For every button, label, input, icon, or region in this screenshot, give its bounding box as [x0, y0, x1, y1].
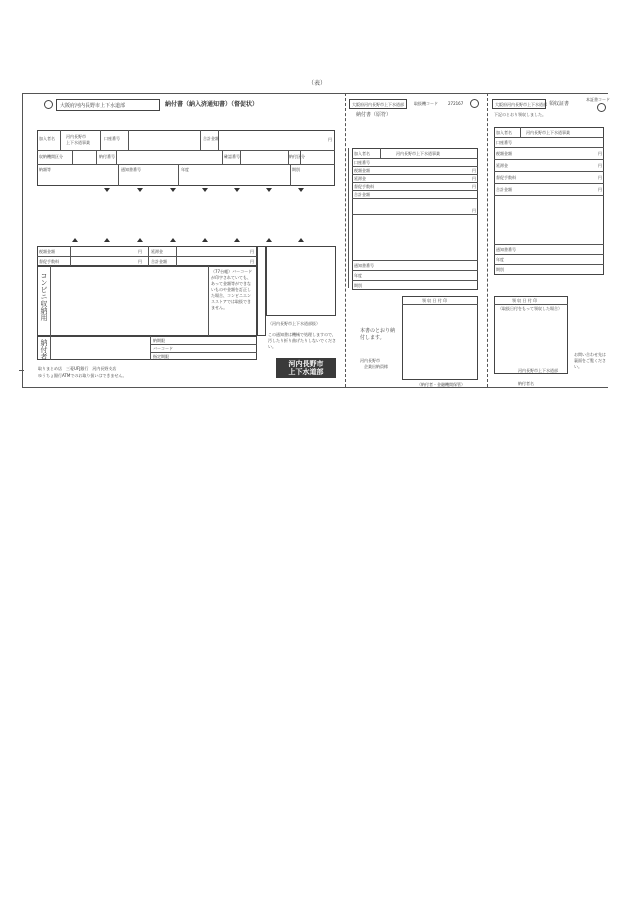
right-subtitle: 下記のとおり領収しました。 — [494, 112, 546, 117]
yen-mark: 円 — [598, 187, 602, 192]
yen-mark: 円 — [472, 168, 476, 173]
right-row-label: 口座番号 — [496, 140, 512, 145]
arrow-up-icon — [234, 238, 240, 242]
amount-base-label: 税額金額 — [39, 249, 55, 254]
year-label: 年度 — [181, 167, 189, 172]
yen-mark: 円 — [598, 175, 602, 180]
right-code-label: 本証書コード — [586, 97, 610, 102]
middle-row-label: 督促手数料 — [354, 184, 374, 189]
middle-period: 期別 — [354, 283, 362, 288]
right-row-label: 延滞金 — [496, 163, 508, 168]
middle-table — [352, 148, 478, 290]
right-row-label: 合計金額 — [496, 187, 512, 192]
right-stamp-sub: （取扱日付をもって領収した場合） — [498, 306, 562, 311]
arrow-up-icon — [202, 238, 208, 242]
receipt-note: 本書のとおり納付します。 — [360, 328, 396, 341]
payer-label: 納付者 — [40, 339, 48, 360]
right-title-box: 大阪府河内長野市上下水道部 — [492, 99, 546, 109]
right-payee-value: 河内長野市上下水道事業 — [526, 130, 570, 135]
receipt-class: 収納機関区分 — [39, 154, 63, 159]
arrow-up-icon — [104, 238, 110, 242]
code-label: 取扱機コード — [414, 101, 438, 106]
machine-note: この通知書は機械で処理しますので、汚したり折り曲げたりしないでください。 — [268, 332, 336, 349]
amount-delay-label: 延滞金 — [151, 249, 163, 254]
yen-mark: 円 — [598, 151, 602, 156]
arrow-up-icon — [298, 238, 304, 242]
title-box: 大阪府河内長野市上下水道部 — [56, 99, 160, 111]
banks-note-2: ゆうちょ銀行ATMでのお取り扱いはできません。 — [38, 373, 127, 378]
payment-div: 納付区分 — [289, 154, 305, 159]
account-label: 口座番号 — [104, 136, 120, 141]
yen-mark: 円 — [250, 249, 254, 254]
middle-row-label: 税額金額 — [354, 168, 370, 173]
yen-mark: 円 — [598, 163, 602, 168]
yen-mark: 円 — [472, 176, 476, 181]
yen-mark: 円 — [138, 259, 142, 264]
middle-title-box: 大阪府河内長野市上下水道部 — [349, 99, 407, 109]
right-misc-label: 通知書番号 — [496, 247, 516, 252]
due-label: 納期限 — [153, 338, 165, 343]
right-title: 領収証書 — [549, 101, 570, 107]
right-sign-label: 納付者名 — [518, 381, 534, 386]
amount-late-label: 督促手数料 — [39, 259, 59, 264]
right-misc-label: 期別 — [496, 267, 504, 272]
yen-mark: 円 — [250, 259, 254, 264]
banks-note-1: 取りまとめ店 三菱UFJ銀行 河内長野支店 — [38, 366, 117, 371]
right-payee-label: 加入者名 — [496, 130, 512, 135]
middle-title: 納付書（原符） — [356, 112, 392, 118]
right-row-label: 督促手数料 — [496, 175, 516, 180]
amount-total-label: 合計金額 — [151, 259, 167, 264]
arrow-down-icon — [234, 188, 240, 192]
stamp-area — [266, 246, 336, 316]
middle-stamp-caption: （納付者・金融機関保管） — [417, 382, 465, 387]
arrow-up-icon — [266, 238, 272, 242]
code-value: 272167 — [448, 101, 464, 106]
middle-payee-label: 加入者名 — [354, 151, 370, 156]
arrow-up-icon — [170, 238, 176, 242]
middle-year: 年度 — [354, 273, 362, 278]
middle-row-label: 合計金額 — [354, 192, 370, 197]
middle-stamp-box — [402, 296, 478, 380]
barcode-note: （77台帳）バーコードが印字されていても、あって金額等ができないものや金額を訂正した場合、コンビニエンスストアでは取扱できません。 — [211, 269, 253, 310]
middle-payee-value: 河内長野市上下水道事業 — [396, 151, 440, 156]
yen-mark: 円 — [472, 208, 476, 213]
arrow-down-icon — [266, 188, 272, 192]
page-title: 納付書（納入済通知書）（督促状） — [165, 101, 259, 108]
right-row-label: 税額金額 — [496, 151, 512, 156]
middle-stamp-title: 領 収 日 付 印 — [422, 298, 448, 303]
arrow-down-icon — [104, 188, 110, 192]
arrow-up-icon — [137, 238, 143, 242]
due-label-2: 指定期限 — [153, 354, 169, 359]
barcode-label: バーコード — [153, 346, 173, 351]
seal-icon — [597, 103, 606, 112]
seal-icon — [470, 99, 479, 108]
office-label: 企業出納員様 — [364, 364, 388, 369]
stamp-label: （河内長野市上下水道部扱） — [268, 321, 320, 326]
payee-value-2: 上下水道事業 — [66, 140, 90, 145]
side-column — [257, 246, 266, 336]
period-label: 期別 — [292, 167, 300, 172]
arrow-up-icon — [72, 238, 78, 242]
payee-label: 加入者名 — [39, 136, 55, 141]
right-table — [494, 127, 604, 275]
middle-row-label: 口座番号 — [354, 160, 370, 165]
arrow-down-icon — [137, 188, 143, 192]
arrow-down-icon — [298, 188, 304, 192]
convenience-label: コンビニ収納用 — [40, 272, 48, 321]
right-bottom-label: 河内長野市上下水道部 — [518, 368, 558, 373]
city-label: 河内長野市 — [360, 358, 380, 363]
middle-row-label: 延滞金 — [354, 176, 366, 181]
total-label: 合計金額 — [203, 136, 219, 141]
yen-mark: 円 — [328, 137, 332, 142]
notice-no: 通知書番号 — [121, 167, 141, 172]
payer-block — [37, 336, 257, 360]
arrow-down-icon — [170, 188, 176, 192]
right-note: お問い合わせ先は裏面をご覧ください。 — [574, 352, 606, 369]
payment-no: 納付番号 — [99, 154, 115, 159]
yen-mark: 円 — [138, 249, 142, 254]
side-label: （表） — [308, 80, 327, 87]
arrow-down-icon — [202, 188, 208, 192]
middle-notice: 通知書番号 — [354, 263, 374, 268]
confirm-no: 確認番号 — [224, 154, 240, 159]
right-misc-label: 年度 — [496, 257, 504, 262]
right-stamp-title: 領 収 日 付 印 — [512, 298, 538, 303]
address-label: 納額等 — [39, 167, 51, 172]
payee-value: 河内長野市 — [66, 134, 86, 139]
yen-mark: 円 — [472, 184, 476, 189]
seal-icon — [44, 100, 53, 109]
logo-stamp: 河内長野市 上下水道部 — [276, 358, 336, 378]
